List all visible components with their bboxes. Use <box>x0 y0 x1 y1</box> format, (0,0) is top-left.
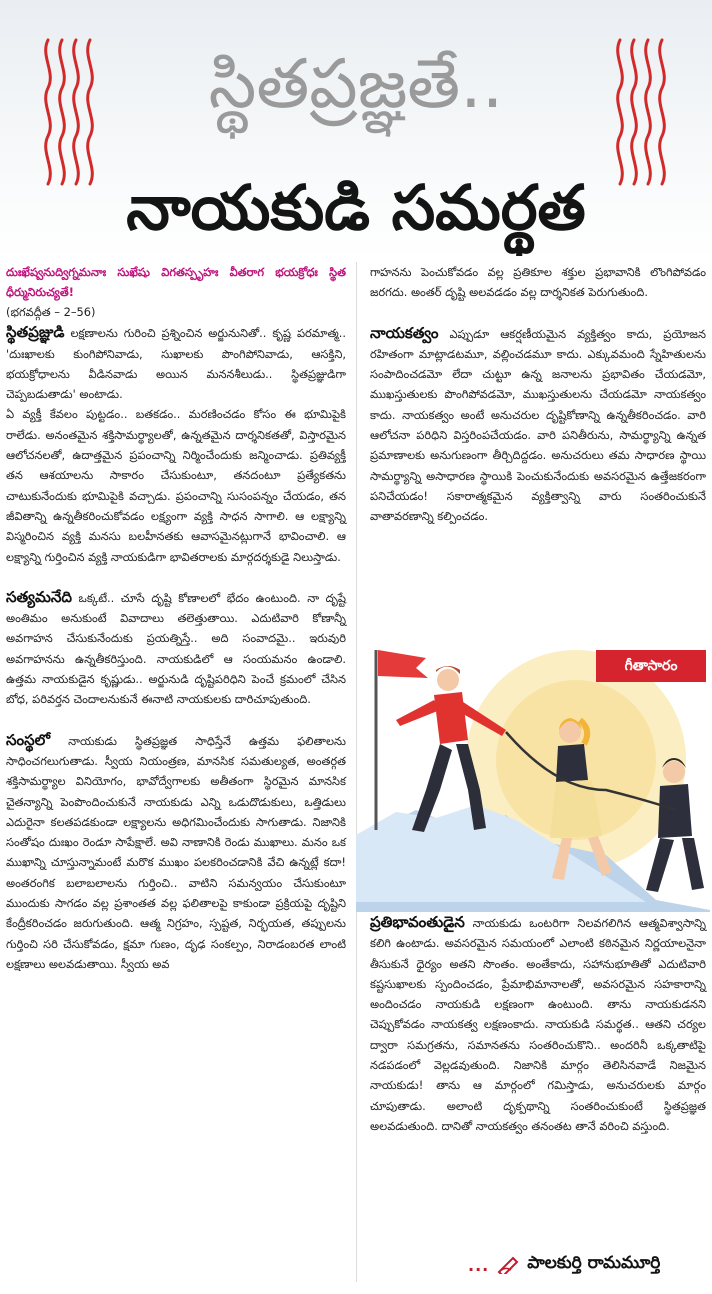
byline-dots: ... <box>468 1255 490 1275</box>
paragraph-text: ఒక్కటే.. చూసే దృష్టి కోణాలలో భేదం ఉంటుంది. నా దృష్టే అంతిమం అనుకుంటే వివాదాలు తలెత్తుతాయి. ఎదుటివారి కోణాన్నీ అవగాహన చేసుకునేందుకు ప్రయత్నిస్తే.. అది సంవాదమై.. ఇరువురి అవగాహనను ఉన్నతీకరిస్తుంది. నాయకుడిలో ఆ సంయమనం ఉండాలి. ఉత్తమ నాయకుడైన కృష్ణుడు.. అర్జునుడి దృష్టిపరిధిని పెంచే క్రమంలో చేసిన బోధ, పరివర్తన చెందాలనుకునే ఈనాటి నాయకులకు దారిచూపుతుంది. <box>6 590 346 707</box>
right-column-lower <box>370 912 706 1136</box>
paragraph-sthitaprajna <box>6 322 346 404</box>
paragraph-talented-leader <box>370 912 706 1136</box>
left-column <box>6 262 346 974</box>
pen-icon <box>497 1256 519 1274</box>
headline-line1: స్థితప్రజ్ఞతే.. <box>208 45 504 124</box>
lead-word: సంస్థలో <box>6 730 51 749</box>
lead-word: సత్యమనేది <box>6 587 72 606</box>
paragraph-text: ఎప్పుడూ ఆకర్షణీయమైన వ్యక్తిత్వం కాదు, ప్రయోజన రహితంగా మాట్లాడటమూ, వల్లించడమూ కాదు. ఎక్కువమంది స్నేహితులను సంపాదించడమో లేదా చుట్టూ ఉన్న జనాలను ప్రభావితం చేయడమో, ముఖస్తుతులకు పొంగిపోవడమో, ముఖస్తుతులను చేయడమో నాయకత్వం కాదు. నాయకత్వం అంటే అనుచరుల దృష్టికోణాన్ని ఉన్నతీకరించడం. వారి ఆలోచనా పరిధిని విస్తరింపచేయడం. వారి పనితీరును, సామర్థ్యాన్ని ఉన్నత ప్రమాణాలకు అనుగుణంగా తీర్చిదిద్దడం. అనుచరులు తమ సాధారణ స్థాయి సామర్థ్యాన్ని అసాధారణ స్థాయికి పెంచుకునేందుకు అవసరమైన ఉత్తేజకరంగా పనిచేయడం! సకారాత్మకమైన వ్యక్తిత్వాన్ని వారు సంతరించుకునే వాతావరణాన్ని కల్పించడం. <box>370 326 706 524</box>
paragraph-leadership <box>370 323 706 527</box>
header-banner <box>0 0 712 258</box>
author-byline <box>468 1250 704 1280</box>
right-column <box>370 262 706 527</box>
paragraph-text: నాయకుడు ఒంటరిగా నిలవగలిగిన ఆత్మవిశ్వాసాన్ని కలిగి ఉంటాడు. అవసరమైన సమయంలో ఎలాంటి కఠినమైన నిర్ణయాలనైనా తీసుకునే ధైర్యం అతని సొంతం. అంతేకాదు, సహానుభూతితో ఎదుటివారి కష్టసుఖాలకు స్పందించడం, ప్రేమాభిమానాలతో, అవసరమైన సహకారాన్ని అందించడం నాయకుడి లక్షణంగా ఉంటుంది. తాను నాయకుడనని చెప్పుకోవడం నాయకత్వ లక్షణంకాదు. నాయకుడి సమర్థత.. ఆతని చర్యల ద్వారా సమగ్రతను, సమానతను సంతరించుకొని.. అందరినీ ఒక్కతాటిపై నడపడంలో వెల్లడవుతుంది. నిజానికి మార్గం తెలిసినవాడే నిజమైన నాయకుడు! తాను ఆ మార్గంలో గమిస్తాడు, అనుచరులకు మార్గం చూపుతాడు. అలాంటి దృక్పథాన్ని సంతరించుకుంటే స్థితప్రజ్ఞత అలవడుతుంది. దానితో నాయకత్వం తనంతట తానే వరించి వస్తుంది. <box>370 916 706 1133</box>
author-name: పాలకుర్తి రామమూర్తి <box>527 1253 661 1273</box>
lead-word: నాయకత్వం <box>370 323 439 342</box>
paragraph-text: లక్షణాలను గురించి ప్రశ్నించిన అర్జునునితో.. కృష్ణ పరమాత్మ.. 'దుఃఖాలకు కుంగిపోనివాడు, సుఖాలకు పొంగిపోనివాడు, ఆసక్తిని, భయక్రోధాలను వీడినవాడు అయిన మననశీలుడు.. స్థితప్రజ్ఞుడిగా చెప్పబడుతాడు' అంటాడు. <box>6 326 346 402</box>
paragraph-organisation <box>6 730 346 975</box>
section-badge: గీతాసారం <box>596 650 706 682</box>
paragraph-continuation: గాహనను పెంచుకోవడం వల్ల ప్రతికూల శక్తుల ప్రభావానికి లొంగిపోవడం జరగదు. అంతర్ దృష్టి అలవడడం వల్ల దార్శనికత పెరుగుతుంది. <box>370 265 706 300</box>
lead-word: స్థితప్రజ్ఞుడి <box>6 323 65 342</box>
gita-verse: దుఃఖేష్వనుద్విగ్నమనాః సుఖేషు విగతస్పృహః వీతరాగ భయక్రోధః స్థిత ధీర్మునిరుచ్యతే! <box>6 265 346 299</box>
verse-reference: (భగవద్గీత – 2–56) <box>6 305 96 319</box>
paragraph-text: నాయకుడు స్థితప్రజ్ఞత సాధిస్తేనే ఉత్తమ ఫలితాలను సాధించగలుగుతాడు. స్వీయ నియంత్రణ, మానసిక సమతుల్యత, అంతర్గత శక్తిసామర్థ్యాల వినియోగం, భావోద్వేగాలకు అతీతంగా స్థిరమైన మానసిక చైతన్యాన్ని పెంపొందించుకునే నాయకుడు ఎన్ని ఒడుదొడుకులు, ఒత్తిడులు ఎదురైనా కలతపడకుండా లక్ష్యాలను అధిగమించేందుకు సాగుతాడు. నిజానికి సంతోషం దుఃఖం రెండూ సాపేక్షాలే. అవి నాణానికి రెండు ముఖాలు. మనం ఒక ముఖాన్ని చూస్తున్నామంటే మరొక ముఖం పలకరించడానికి వేచి ఉన్నట్లే కదా! అంతరంగిక బలాబలాలను గుర్తించి.. వాటిని సమన్వయం చేసుకుంటూ ముందుకు సాగడం వల్ల ప్రశాంతత వల్ల ఫలితాలపై కాకుండా ప్రక్రియపై దృష్టిని కేంద్రీకరించడం జరుగుతుంది. ఆత్మ నిగ్రహం, స్పష్టత, నిర్భయత, తప్పులను గుర్తించి సరి చేసుకోవడం, క్షమా గుణం, దృఢ సంకల్పం, నిరాడంబరత లాంటి లక్షణాలు అలవడుతాయి. స్వీయ అవ <box>6 733 346 971</box>
paragraph-purpose: ఏ వ్యక్తీ కేవలం పుట్టడం.. బతకడం.. మరణించడం కోసం ఈ భూమిపైకి రాలేడు. అనంతమైన శక్తిసామర్థ్యాలతో, ఉన్నతమైన దార్శనికతతో, విస్తారమైన ఆలోచనలతో, ఉదాత్తమైన ప్రపంచాన్ని నిర్మించేందుకు జన్మించాడు. ప్రతివ్యక్తీ తన ఆశయాలను సాకారం చేసుకుంటూ, తనదంటూ ప్రత్యేకతను చాటుకునేందుకు భూమిపైకి వచ్చాడు. ప్రపంచాన్ని సుసంపన్నం చేయడం, తన జీవితాన్ని ఉన్నతీకరించుకోవడం లక్ష్యంగా వ్యక్తి సాధన సాగాలి. ఆ లక్ష్యాన్ని విస్మరించిన వ్యక్తి మనసు బలహీనతకు ఆవాసమైనట్లుగానే భావించాలి. ఆ లక్ష్యాన్ని గుర్తించిన వ్యక్తి నాయకుడిగా భావితరాలకు మార్గదర్శకుడై నిలుస్తాడు. <box>6 407 346 564</box>
lead-word: ప్రతిభావంతుడైన <box>370 913 465 931</box>
headline-line2: నాయకుడి సమర్థత <box>126 171 586 244</box>
paragraph-truth <box>6 587 346 710</box>
